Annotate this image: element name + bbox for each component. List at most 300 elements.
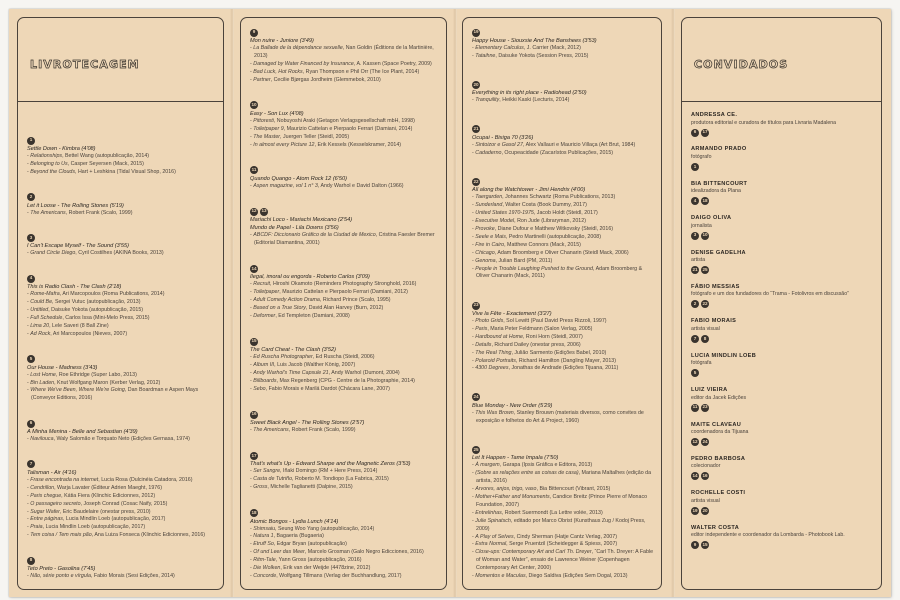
- track-title: That's what's Up - Edward Sharpe and the Magnetic Zeros (3'53): [250, 461, 411, 468]
- book-details: , Yann Gross (autopublicação, 2016): [275, 557, 362, 564]
- panel-livrotecagem: [17, 17, 224, 590]
- book-entry: [250, 61, 439, 69]
- track-number-badge: 14: [691, 472, 699, 480]
- book-entry: [472, 150, 654, 158]
- book-entry: [250, 297, 439, 305]
- guest-entry: [691, 284, 875, 318]
- book-title: This Was Brown: [475, 409, 514, 416]
- book-title: Natura 1: [253, 533, 274, 540]
- book-title: Partner: [253, 76, 271, 83]
- track-title: All along the Watchtower - Jimi Hendrix (4'00): [472, 187, 586, 194]
- book-entry: [250, 378, 439, 386]
- book-details: , A. Kassen (Space Poetry, 2009): [353, 60, 432, 67]
- book-title: Of und Leer das Meer: [253, 549, 305, 556]
- track-number-badge: 18: [701, 197, 709, 205]
- book-title: Genoma: [475, 257, 496, 264]
- book-details: , Richard Prince (Scalo, 1995): [319, 297, 391, 304]
- book-title: Concorde: [253, 573, 277, 579]
- track-number-row: [250, 166, 439, 175]
- track-number-badge: 15: [701, 541, 709, 549]
- book-entry: [472, 534, 654, 542]
- book-entry: [27, 493, 216, 501]
- track-number-badge: 6: [27, 420, 35, 428]
- book-details: , Diego Saldiva (Edições Sem Dogal, 2013): [525, 573, 628, 580]
- book-details: , Serge Pruentzil (Scheidegger & Spiess, 2007): [506, 541, 618, 548]
- book-title: Pittoresti: [253, 117, 274, 124]
- track-entry: [472, 80, 654, 105]
- guest-role: artista visual: [691, 325, 720, 332]
- book-entry: [472, 250, 654, 258]
- track-number-badge: 11: [250, 166, 258, 174]
- guest-name: ARMANDO PRADO: [691, 146, 747, 153]
- book-entry: [250, 386, 439, 394]
- book-entry: [27, 331, 216, 339]
- guest-name: PEDRO BARBOSA: [691, 455, 746, 462]
- book-title: Sintoizor e Gasol 27: [475, 141, 523, 148]
- book-details: , Cristina Faesler Bremer (Editorial Diamantina, 2001): [254, 232, 435, 247]
- book-title: Cadaderno: [475, 149, 502, 156]
- guest-role: colecionador: [691, 463, 721, 470]
- track-number-badge: 25: [472, 446, 480, 454]
- track-number-badge: 9: [250, 29, 258, 37]
- track-number-badge: 5: [27, 355, 35, 363]
- track-title: Happy House - Siouxsie And The Banshees (3'53): [472, 38, 597, 44]
- guest-track-numbers: [691, 163, 875, 171]
- guest-role: fotógrafo: [691, 153, 712, 160]
- book-entry: [27, 291, 216, 299]
- book-entry: [250, 142, 439, 150]
- track-title: Mariachi Loco - Mariachi Mexicano (2'54): [250, 217, 353, 224]
- track-entry: [27, 460, 216, 540]
- book-title: Where We've Been, Where We're Going: [30, 387, 125, 394]
- book-title: Ed Ruscha Photographer: [253, 354, 313, 361]
- track-number-row: [27, 233, 216, 242]
- track-number-badge: 13: [260, 208, 268, 216]
- track-number-badge: 24: [472, 393, 480, 401]
- track-entry: [250, 28, 439, 85]
- book-title: À margem: [475, 462, 500, 469]
- track-number-row: [472, 445, 654, 454]
- book-details: , Stanley Brouwn (materiais diversos, como convites de exposição e folhetos do Art & Project, 1960): [476, 409, 644, 424]
- book-details: , Bagaeria (Bugaeria): [273, 533, 324, 540]
- book-entry: [472, 358, 654, 366]
- book-entry: [250, 45, 439, 61]
- book-details: , Jacob Holdt (Steidl, 2017): [533, 210, 598, 217]
- book-title: Entrelinhas: [475, 509, 502, 516]
- track-entry: [472, 28, 654, 61]
- book-details: , Carlos Issa (Mini-Melo Press, 2015): [62, 314, 150, 321]
- book-title: Não, série ponto e vírgula: [30, 573, 91, 580]
- book-details: , “Carl Th. Dreyer: A Fable of Woman and Water”, ensaio de Lawrence Weiner (Copenhagen Contemporary Art Center, 2000): [476, 549, 654, 572]
- track-entry: [27, 355, 216, 404]
- book-title: Untitled: [30, 307, 49, 314]
- book-title: Rome-Mafra: [30, 291, 60, 298]
- book-entry: [250, 427, 439, 435]
- book-entry: [472, 486, 654, 494]
- book-title: Casta de Tutriño: [253, 476, 293, 483]
- book-entry: [250, 313, 439, 321]
- book-details: , Nobuyoshi Araki (Getagon Verlagsgesellschaft mbH, 1998): [273, 117, 415, 124]
- track-number-row: [250, 264, 439, 273]
- book-details: , Maurizio Cattelan e Pierpaolo Ferrari (Damiani, 2012): [279, 289, 408, 296]
- guest-name: MAITE CLAVEAU: [691, 421, 742, 428]
- book-details: , Julião Sarmento (Edições Babel, 2010): [511, 349, 607, 356]
- guest-track-numbers: [691, 266, 875, 274]
- book-title: ABCDF: Diccionario Gráfico de la Ciudad de Mexico: [253, 232, 376, 239]
- book-title: Relationships: [30, 153, 63, 159]
- book-entry: [472, 45, 654, 53]
- guest-track-numbers: [691, 541, 875, 549]
- book-entry: [250, 549, 439, 557]
- book-title: Tranquility: [475, 97, 500, 104]
- book-title: Ritm-Tale: [253, 557, 276, 564]
- book-title: Hardbound at Home: [475, 333, 523, 340]
- book-title: Belonging to Us: [30, 160, 68, 167]
- track-number-badge: 19: [472, 29, 480, 37]
- track-number-row: [27, 419, 216, 428]
- book-title: Beyond the Clouds: [30, 168, 76, 175]
- book-title: Billboards: [253, 378, 277, 384]
- track-number-badge: 18: [250, 509, 258, 517]
- book-title: Arvores, anjos, trigo, vaso: [475, 486, 537, 493]
- book-entry: [250, 289, 439, 297]
- book-details: , Dan Boardman e Aspen Mays (Conveyor Editions, 2016): [31, 387, 199, 402]
- book-title: Paris: [475, 325, 488, 332]
- book-details: , Walter Costa (Book Dummy, 2017): [502, 202, 587, 209]
- guest-track-numbers: [691, 369, 875, 377]
- guest-track-numbers: [691, 507, 875, 515]
- track-number-badge: 7: [691, 335, 699, 343]
- track-title: Vive la Fête - Exactement (3'27): [472, 311, 552, 317]
- book-details: , Max Regenberg (CPG - Centre de la Photographie, 2014): [276, 378, 415, 384]
- track-title: Mon nuire - Juniore (3'49): [250, 38, 314, 44]
- book-entry: [472, 334, 654, 342]
- book-details: , Jonathas de Andrade (Edições Tijuana, 2011): [508, 365, 619, 372]
- book-details: , Hiroshi Okamoto (Reminders Photography Stronghold, 2016): [270, 281, 417, 288]
- guest-entry: [691, 181, 875, 215]
- book-title: Sunderland: [475, 202, 503, 209]
- book-entry: [472, 494, 654, 510]
- book-title: Tem coisa / Tem mais pão: [30, 532, 92, 539]
- guest-name: LUCIA MINDLIN LOEB: [691, 352, 757, 359]
- book-entry: [27, 509, 216, 517]
- track-number-row: [250, 337, 439, 346]
- book-entry: [250, 232, 439, 248]
- guest-entry: [691, 525, 875, 559]
- book-details: , Juergen Teller (Steidl, 2005): [280, 133, 350, 140]
- book-title: Frase encontrada na internet: [30, 476, 99, 483]
- book-details: , Lucia Mindlin Loeb (autopublicação, 2017): [42, 524, 146, 531]
- book-title: Bin Laden: [30, 379, 55, 386]
- guest-entry: [691, 250, 875, 284]
- book-details: , Robert Suermondt (La Lettre volée, 2013): [501, 509, 603, 516]
- track-number-row: [472, 177, 654, 186]
- book-entry: [27, 299, 216, 307]
- track-title: Let It Happen - Tame Impala (7'50): [472, 455, 559, 462]
- book-details: , Julian Bard (PM, 2011): [495, 257, 553, 264]
- book-entry: [250, 573, 439, 581]
- book-details: , Erik van der Weijde (4478zine, 2012): [280, 565, 371, 572]
- guest-name: LUIZ VIEIRA: [691, 387, 728, 394]
- book-title: Aspen magazine, vol 1 n° 3: [253, 182, 318, 189]
- book-entry: [472, 470, 654, 486]
- guest-entry: [691, 490, 875, 524]
- book-title: Photo Grids: [475, 318, 504, 324]
- track-entry: [27, 556, 216, 581]
- guest-role: editor da Jacek Edições: [691, 394, 747, 401]
- book-details: , Johannes Schwartz (Roma Publications, 2013): [502, 194, 616, 201]
- book-entry: [27, 169, 216, 177]
- guest-role: artista: [691, 257, 706, 264]
- guest-track-numbers: [691, 438, 875, 446]
- guest-name: DAIGO OLIVA: [691, 215, 732, 222]
- book-details: , Cindy Sherman (Hatje Cantz Verlag, 2007): [513, 533, 617, 540]
- track-title: Ocupai - Bixiga 70 (3'26): [472, 134, 534, 141]
- track-number-badge: 6: [691, 129, 699, 137]
- book-details: , Fabio Morais (Sesi Edições, 2014): [90, 573, 175, 580]
- track-list: [27, 136, 216, 581]
- track-number-row: [27, 193, 216, 202]
- fold-line: [453, 9, 457, 597]
- book-details: , Edgar Bryan (autopublicação): [273, 541, 347, 548]
- book-entry: [472, 326, 654, 334]
- book-entry: [250, 69, 439, 77]
- track-number-badge: 22: [701, 300, 709, 308]
- book-entry: [250, 533, 439, 541]
- track-number-badge: 12: [691, 438, 699, 446]
- track-number-badge: 24: [701, 438, 709, 446]
- book-title: Etruff So: [253, 541, 274, 548]
- book-details: , Andy Warhol e David Dalton (1966): [317, 182, 404, 189]
- track-number-badge: 7: [27, 460, 35, 468]
- book-details: , Casper Seyersen (Mack, 2015): [67, 160, 144, 167]
- book-details: , Joseph Conrad (Cosac Naify, 2015): [80, 500, 168, 507]
- track-number-row: [250, 451, 439, 460]
- guest-role: idealizadora da Plana: [691, 188, 741, 195]
- track-number-badge: 1: [27, 137, 35, 145]
- book-entry: [27, 380, 216, 388]
- track-title: Settle Down - Kimbra (4'08): [27, 146, 96, 152]
- book-title: Lost Home: [30, 371, 56, 378]
- book-title: Julie Spinatsch: [475, 517, 511, 524]
- panel-convidados: [681, 17, 882, 590]
- book-title: Gross: [253, 484, 268, 491]
- track-entry: [250, 509, 439, 581]
- guest-name: ROCHELLE COSTI: [691, 490, 746, 497]
- book-entry: [472, 53, 654, 61]
- guest-name: ANDRESSA CE.: [691, 112, 738, 118]
- book-details: , Ron Jude (Libraryman, 2012): [514, 218, 586, 225]
- track-entry: [472, 125, 654, 158]
- book-title: Seele e Mais: [475, 233, 506, 240]
- book-entry: [250, 370, 439, 378]
- guest-entry: [691, 318, 875, 352]
- track-number-badge: 3: [27, 234, 35, 242]
- book-title: Ad Rock: [30, 330, 51, 337]
- book-title: O passageiro secreto: [30, 500, 81, 507]
- track-number-badge: 16: [250, 411, 258, 419]
- book-title: Paris chegue: [30, 492, 62, 499]
- book-title: Could Be: [30, 299, 53, 306]
- book-title: Navilouca: [30, 436, 54, 443]
- book-title: Album III: [253, 362, 275, 369]
- track-entry: [250, 207, 439, 248]
- track-number-row: [27, 460, 216, 469]
- book-entry: [27, 436, 216, 444]
- track-entry: [27, 419, 216, 444]
- book-title: Based on a True Story: [253, 305, 306, 312]
- guest-role: fotógrafa: [691, 360, 712, 367]
- guest-role: fotógrafo e um dos fundadores do “Trama - Fotolivros em discussão”: [691, 291, 849, 298]
- book-title: United States 1970-1975: [475, 210, 534, 217]
- fold-line: [671, 9, 675, 597]
- book-entry: [250, 134, 439, 142]
- book-entry: [472, 549, 654, 573]
- track-number-badge: 12: [250, 208, 258, 216]
- track-number-badge: 16: [701, 472, 709, 480]
- track-number-row: [27, 355, 216, 364]
- track-title: Talisman - Air (4'16): [27, 469, 77, 476]
- book-details: , Adam Broomberg e Oliver Chanarin (Steidl Mack, 2006): [494, 249, 629, 256]
- track-entry: [472, 177, 654, 281]
- book-entry: [472, 462, 654, 470]
- book-title: Taergarden: [475, 194, 503, 201]
- book-details: , Roni Horn (Steidl, 2007): [522, 333, 583, 340]
- book-entry: [250, 468, 439, 476]
- guest-role: jornalista: [691, 222, 712, 229]
- track-title: Blue Monday - New Order (5'29): [472, 402, 553, 409]
- guest-entry: [691, 456, 875, 490]
- book-details: , Ana Luiza Fonseca (Klinchic Edicionnes, 2016): [91, 532, 206, 539]
- track-number-row: [27, 136, 216, 145]
- book-details: , Ari Marcopoulos (Nieves, 2007): [50, 330, 128, 337]
- book-entry: [472, 365, 654, 373]
- track-number-row: [472, 125, 654, 134]
- book-entry: [27, 153, 216, 161]
- guest-role: artista visual: [691, 497, 720, 504]
- track-number-row: [250, 28, 439, 37]
- book-title: Deformer: [253, 313, 276, 319]
- track-number-badge: 23: [472, 302, 480, 310]
- guest-name: FABIO MORAIS: [691, 318, 737, 325]
- track-list: [472, 28, 654, 581]
- guest-role: produtora editorial e curadora de títulos para Livraria Madalena: [691, 119, 837, 126]
- book-entry: [27, 210, 216, 218]
- track-entry: [27, 274, 216, 338]
- book-title: La Ballade de la dépendance sexuelle: [253, 45, 343, 51]
- book-entry: [472, 202, 654, 210]
- track-number-badge: 5: [691, 369, 699, 377]
- book-entry: [250, 305, 439, 313]
- book-title: The Real Thing: [475, 349, 512, 356]
- book-entry: [250, 354, 439, 362]
- book-entry: [27, 524, 216, 532]
- track-number-badge: 20: [472, 81, 480, 89]
- guest-role: editor independente e coordenador da Lombarda - Photobook Lab.: [691, 532, 845, 539]
- track-number-badge: 4: [27, 275, 35, 283]
- guest-entry: [691, 215, 875, 249]
- book-title: Praia: [30, 524, 43, 531]
- track-number-badge: 8: [701, 335, 709, 343]
- track-number-row: [250, 410, 439, 419]
- track-number-badge: 23: [701, 404, 709, 412]
- track-entry: [250, 166, 439, 191]
- track-entry: [250, 451, 439, 492]
- guest-name: WALTER COSTA: [691, 524, 740, 531]
- book-title: Polaroid Portraits: [475, 357, 516, 364]
- book-entry: [250, 484, 439, 492]
- guest-name: FÁBIO MESSIAS: [691, 283, 740, 290]
- book-title: The Americans: [253, 427, 289, 434]
- book-details: , Cyril Costilhes (AKINA Books, 2013): [75, 250, 164, 257]
- book-title: Lima 20: [30, 322, 50, 329]
- track-title: Sweet Black Angel - The Rolling Stones (2'57): [250, 420, 365, 427]
- book-title: Toiletpaper: [253, 289, 280, 296]
- book-details: , editado por Marco Obrist (Kunsthaus Zug / Kodoj Press, 2009): [476, 517, 646, 532]
- book-details: , Hart + Leshkina (Tidal Visual Shop, 2016): [75, 168, 176, 175]
- book-title: Fire in Cairo: [475, 241, 505, 248]
- book-entry: [250, 118, 439, 126]
- book-title: Adult Comedy Action Drama: [253, 297, 320, 304]
- track-title: Mundo de Papel - Lila Downs (3'56): [250, 225, 339, 232]
- book-title: Shimsaiu: [253, 525, 276, 532]
- book-details: , Lucia Mindlin Loeb (autopublicação, 2017): [62, 516, 166, 523]
- book-details: , Ocupeacidade (Zacarístos Publicações, 2015): [501, 149, 614, 156]
- book-entry: [472, 410, 654, 426]
- book-title: Die Wolken: [253, 565, 281, 572]
- book-details: , Waly Salomão e Torquato Neto (Edições Gernasa, 1974): [53, 436, 190, 443]
- guest-track-numbers: [691, 232, 875, 240]
- book-details: , Daisuke Yokota (autopublicação, 2015): [48, 307, 144, 314]
- book-entry: [27, 501, 216, 509]
- book-entry: [472, 194, 654, 202]
- book-details: , Nan Goldin (Éditions de la Martinière, 2013): [254, 45, 434, 59]
- track-number-badge: 2: [691, 300, 699, 308]
- guest-list: [691, 112, 875, 559]
- track-number-badge: 15: [250, 338, 258, 346]
- track-number-badge: 4: [691, 197, 699, 205]
- book-entry: [472, 242, 654, 250]
- book-details: , Daisuke Yokota (Session Press, 2015): [495, 52, 589, 59]
- book-details: , Knut Wolfgang Maron (Kerber Verlag, 2012): [54, 379, 161, 386]
- track-title: The Card Cheat - The Clash (3'52): [250, 347, 336, 354]
- book-entry: [27, 485, 216, 493]
- book-details: , Cecilie Bjørgas Jordheim (Glemmebok, 2010): [270, 76, 381, 83]
- track-entry: [250, 101, 439, 150]
- book-title: Provoke: [475, 226, 495, 233]
- convidados-heading: CONVIDADOS: [694, 58, 789, 71]
- book-title: Momentos e Maculas: [475, 573, 526, 580]
- book-entry: [250, 77, 439, 85]
- book-details: , Iñaki Domingo (RM + Here Press, 2014): [280, 468, 378, 475]
- book-title: Bad Luck, Hot Rocks: [253, 68, 303, 75]
- guest-entry: [691, 387, 875, 421]
- book-entry: [27, 323, 216, 331]
- track-title: Quando Quango - Atom Rock 12 (6'50): [250, 175, 347, 182]
- track-number-badge: 2: [27, 193, 35, 201]
- track-number-row: [250, 207, 439, 216]
- guest-track-numbers: [691, 335, 875, 343]
- book-details: , Lele Saveri (8 Ball Zine): [49, 322, 109, 329]
- book-details: , Eric Baudelaire (onestar press, 2010): [59, 508, 151, 515]
- book-title: Damaged by Water Financed by Insurance: [253, 60, 354, 67]
- track-number-row: [472, 80, 654, 89]
- book-details: , Luis Jacob (Walther König, 2007): [274, 362, 356, 369]
- book-details: , Garapa (Ipsis Gráfica e Editora, 2013): [499, 462, 593, 469]
- book-details: , Ryan Thompson e Phil Orr (The Ice Plant, 2014): [302, 68, 420, 75]
- book-details: , Pedro Martinelli (autopublicação, 2008): [505, 233, 601, 240]
- track-number-badge: 9: [691, 541, 699, 549]
